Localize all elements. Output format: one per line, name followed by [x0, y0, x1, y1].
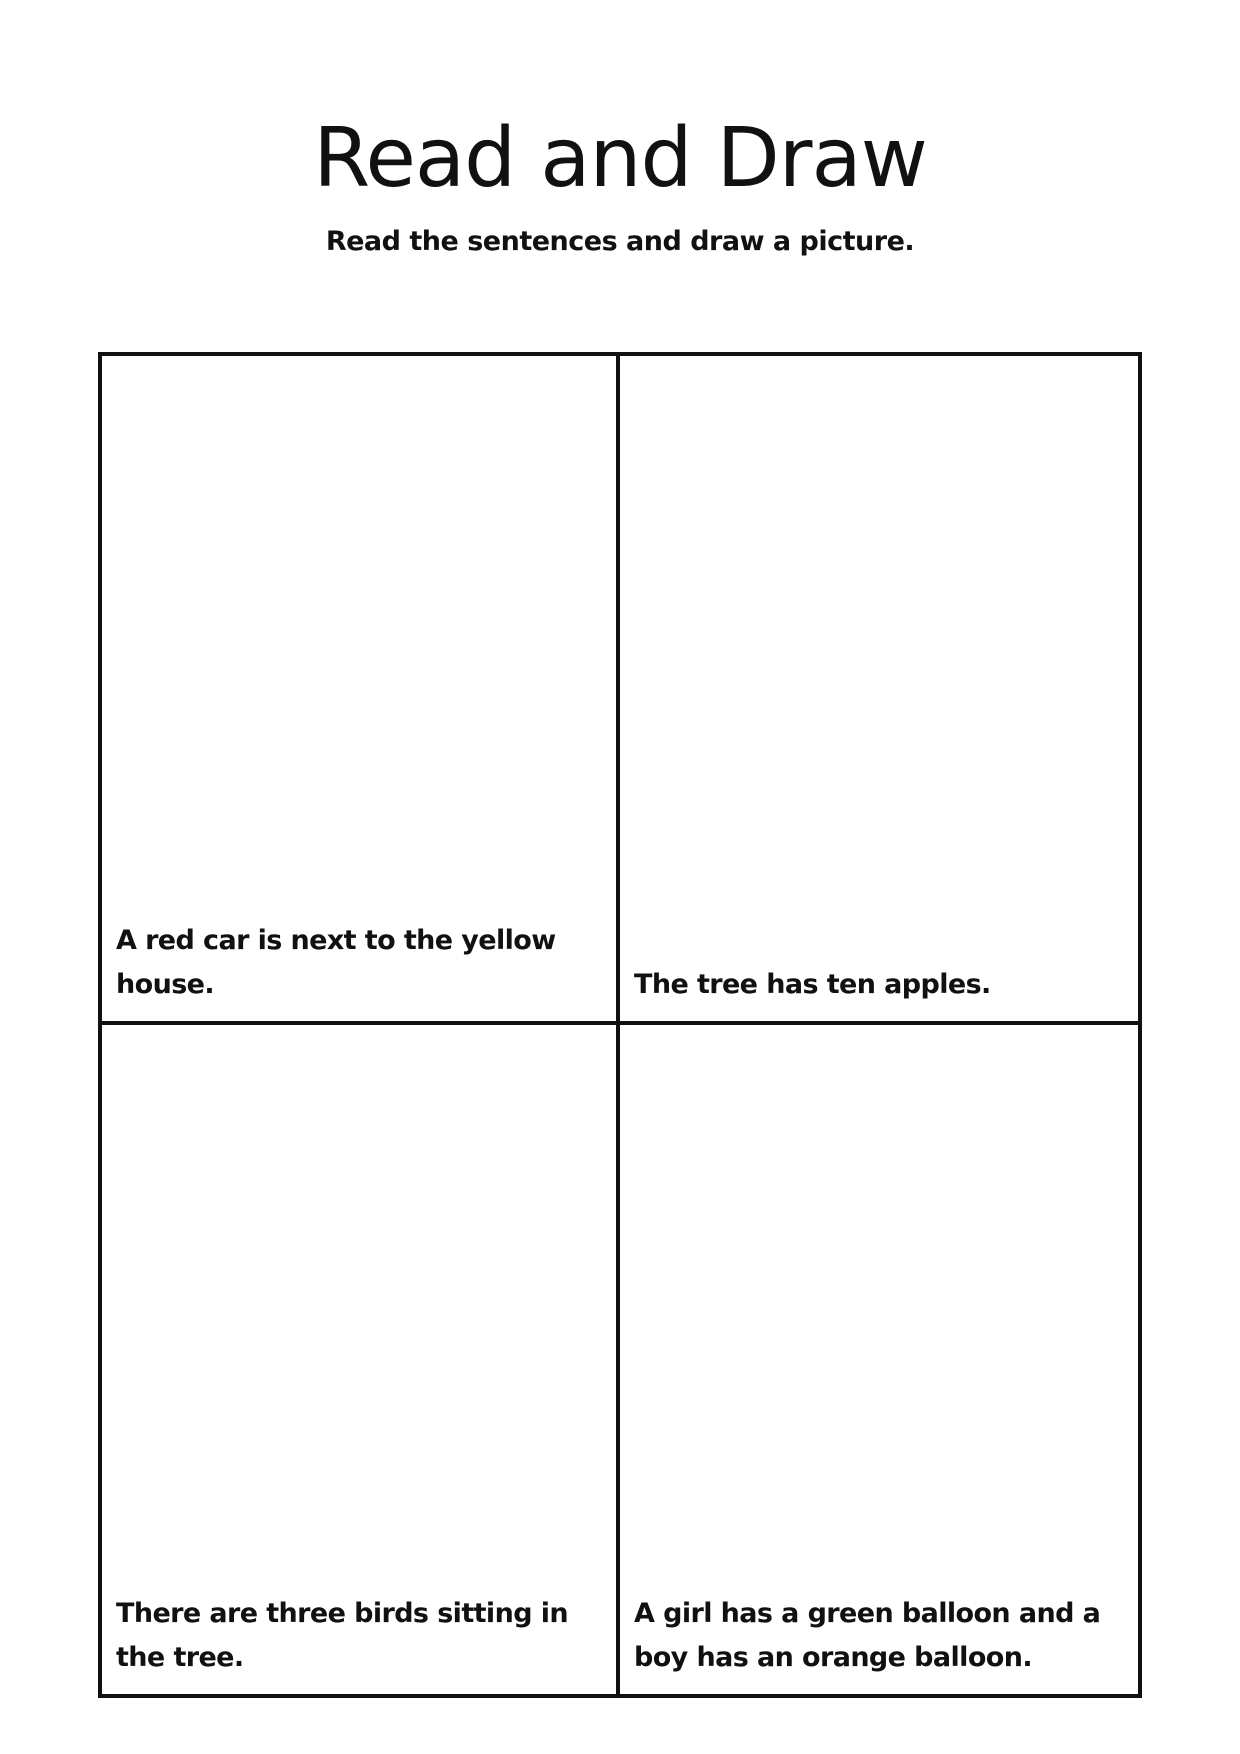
- drawing-grid: [98, 352, 1142, 1698]
- worksheet-title: Read and Draw: [313, 111, 927, 206]
- box-2-sentence: The tree has ten apples.: [634, 969, 991, 1000]
- worksheet-instructions: Read the sentences and draw a picture.: [325, 226, 915, 257]
- drawing-box-4[interactable]: [620, 1025, 1138, 1694]
- drawing-box-2[interactable]: [620, 356, 1138, 1025]
- drawing-box-3[interactable]: [102, 1025, 620, 1694]
- box-1-sentence: A red car is next to the yellow house.: [116, 925, 556, 1000]
- box-3-sentence: There are three birds sitting in the tree.: [116, 1598, 569, 1673]
- drawing-box-1[interactable]: [102, 356, 620, 1025]
- box-4-sentence: A girl has a green balloon and a boy has an orange balloon.: [634, 1598, 1101, 1673]
